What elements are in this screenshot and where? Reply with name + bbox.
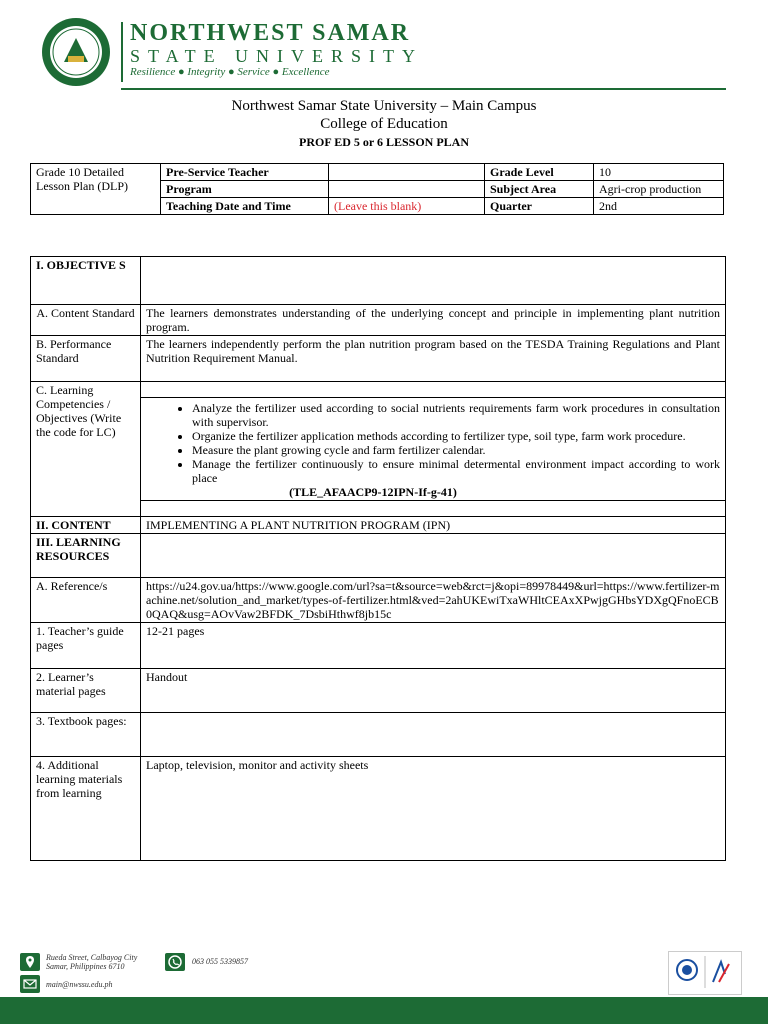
objectives-value xyxy=(141,257,726,305)
university-seal-logo xyxy=(40,16,112,88)
mail-icon xyxy=(20,975,40,993)
lesson-plan-title: PROF ED 5 or 6 LESSON PLAN xyxy=(298,135,469,149)
university-motto: Resilience ● Integrity ● Service ● Excellence xyxy=(130,66,330,78)
lesson-plan-table xyxy=(30,256,726,861)
content-label: II. CONTENT xyxy=(31,517,141,534)
learners-material-label: 2. Learner’s material pages xyxy=(31,669,141,713)
textbook-text xyxy=(141,713,726,757)
additional-materials-text: Laptop, television, monitor and activity sheets xyxy=(141,757,726,861)
references-label: A. Reference/s xyxy=(31,578,141,623)
footer-address: Rueda Street, Calbayog City Samar, Philippines 6710 xyxy=(46,953,138,971)
program-value xyxy=(329,181,485,198)
pre-service-label: Pre-Service Teacher xyxy=(161,164,329,181)
competency-item: • Measure the plant growing cycle and farm fertilizer calendar. xyxy=(192,443,720,457)
university-name-line1: NORTHWEST SAMAR xyxy=(130,20,411,46)
header-divider-horizontal xyxy=(121,88,726,90)
dlp-cell: Grade 10 Detailed Lesson Plan (DLP) xyxy=(31,164,161,215)
teaching-date-value: (Leave this blank) xyxy=(329,198,485,215)
resources-value xyxy=(141,534,726,578)
competencies-empty-row xyxy=(141,501,726,517)
certification-logo-image xyxy=(669,952,741,994)
location-pin-icon xyxy=(20,953,40,971)
footer-email: main@nwssu.edu.ph xyxy=(46,980,113,989)
header-divider-vertical xyxy=(121,22,123,82)
campus-title: Northwest Samar State University – Main Campus xyxy=(231,98,537,114)
letterhead xyxy=(0,0,768,92)
learners-material-text: Handout xyxy=(141,669,726,713)
performance-standard-label: B. Performance Standard xyxy=(31,336,141,382)
competency-item: • Organize the fertilizer application methods according to fertilizer type, soil type, farm work procedure. xyxy=(192,429,720,443)
competencies-cell xyxy=(141,398,726,501)
objectives-label: I. OBJECTIVE S xyxy=(31,257,141,305)
competencies-label: C. Learning Competencies / Objectives (Write the code for LC) xyxy=(31,382,141,517)
footer-green-band xyxy=(0,997,768,1024)
college-title: College of Education xyxy=(320,116,448,132)
footer-phone: 063 055 5339857 xyxy=(192,957,248,966)
competencies-list xyxy=(146,401,720,485)
subject-area-label: Subject Area xyxy=(485,181,594,198)
textbook-label: 3. Textbook pages: xyxy=(31,713,141,757)
grade-level-value: 10 xyxy=(594,164,724,181)
competency-item: • Manage the fertilizer continuously to ensure minimal determental environment impact according to work place xyxy=(192,457,720,485)
references-text: https://u24.gov.ua/https://www.google.com/url?sa=t&source=web&rct=j&opi=89978449&url=https://www.fertilizer-machine.net/solution_and_market/types-of-fertilizer.html&ved=2ahUKEwiTxaWHltCEAxXPwjgGHbsYDXgQFnoECB0QAQ&usg=AOvVaw2BFDK_7DsbiHthwf8jb15c xyxy=(141,578,726,623)
content-standard-text: The learners demonstrates understanding of the underlying concept and principle in implementing plant nutrition program. xyxy=(141,305,726,336)
lc-code: (TLE_AFAACP9-12IPN-If-g-41) xyxy=(289,485,457,499)
pre-service-value xyxy=(329,164,485,181)
additional-materials-label: 4. Additional learning materials from learning xyxy=(31,757,141,861)
quarter-value: 2nd xyxy=(594,198,724,215)
subject-area-value: Agri-crop production xyxy=(594,181,724,198)
competency-item: • Analyze the fertilizer used according to social nutrients requirements farm work procedures in consultation with supervisor. xyxy=(192,401,720,429)
quarter-label: Quarter xyxy=(485,198,594,215)
teachers-guide-text: 12-21 pages xyxy=(141,623,726,669)
certification-logos xyxy=(668,951,742,995)
content-standard-label: A. Content Standard xyxy=(31,305,141,336)
grade-level-label: Grade Level xyxy=(485,164,594,181)
competencies-spacer xyxy=(141,382,726,398)
phone-icon xyxy=(165,953,185,971)
lesson-info-table xyxy=(30,163,724,215)
page-footer xyxy=(0,945,768,1024)
university-name-line2: STATE UNIVERSITY xyxy=(130,46,424,66)
teachers-guide-label: 1. Teacher’s guide pages xyxy=(31,623,141,669)
performance-standard-text: The learners independently perform the plan nutrition program based on the TESDA Training Regulations and Plant Nutrition Requirement Manual. xyxy=(141,336,726,382)
teaching-date-label: Teaching Date and Time xyxy=(161,198,329,215)
program-label: Program xyxy=(161,181,329,198)
content-text: IMPLEMENTING A PLANT NUTRITION PROGRAM (IPN) xyxy=(141,517,726,534)
resources-label: III. LEARNING RESOURCES xyxy=(31,534,141,578)
